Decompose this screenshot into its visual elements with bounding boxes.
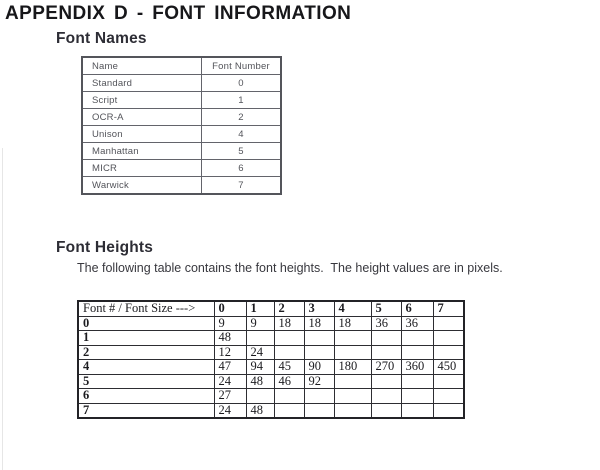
height-value-cell [401,389,433,404]
height-value-cell: 45 [274,360,304,375]
size-header-cell: 5 [371,301,401,316]
height-value-cell [334,331,371,346]
table-row [78,360,464,375]
font-names-table [81,56,282,195]
height-value-cell: 270 [371,360,401,375]
table-row [78,389,464,404]
height-value-cell [401,345,433,360]
font-number-cell: 4 [202,126,282,143]
corner-header-cell: Font # / Font Size ---> [78,301,214,316]
table-row [82,92,281,109]
scan-edge-artifact [2,148,3,470]
table-row [78,403,464,418]
size-header-cell: 1 [246,301,274,316]
table-row [82,126,281,143]
table-header-row [78,301,464,316]
height-value-cell: 9 [246,316,274,331]
height-value-cell: 9 [214,316,246,331]
table-header-row [82,57,281,75]
font-name-cell: OCR-A [82,109,202,126]
height-value-cell [433,403,464,418]
height-value-cell [304,389,334,404]
height-value-cell [371,331,401,346]
height-value-cell [304,331,334,346]
height-value-cell [401,374,433,389]
height-value-cell [334,374,371,389]
table-row [82,109,281,126]
height-value-cell: 180 [334,360,371,375]
font-number-label-cell: 2 [78,345,214,360]
height-value-cell [304,345,334,360]
height-value-cell: 36 [401,316,433,331]
font-number-cell: 0 [202,75,282,92]
height-value-cell [371,389,401,404]
height-value-cell [274,331,304,346]
height-value-cell [433,374,464,389]
font-number-cell: 2 [202,109,282,126]
height-value-cell: 90 [304,360,334,375]
height-value-cell [371,374,401,389]
height-value-cell [334,403,371,418]
table-row [82,75,281,92]
height-value-cell [274,403,304,418]
height-value-cell [371,345,401,360]
size-header-cell: 7 [433,301,464,316]
table-row [82,143,281,160]
height-value-cell: 18 [304,316,334,331]
column-header-name: Name [82,57,202,75]
size-header-cell: 6 [401,301,433,316]
height-value-cell [274,389,304,404]
height-value-cell [304,403,334,418]
font-name-cell: Manhattan [82,143,202,160]
height-value-cell [401,403,433,418]
height-value-cell [246,389,274,404]
height-value-cell: 94 [246,360,274,375]
font-number-cell: 5 [202,143,282,160]
font-number-cell: 6 [202,160,282,177]
table-row [82,177,281,195]
height-value-cell [334,389,371,404]
table-row [78,316,464,331]
page-title: APPENDIX D - FONT INFORMATION [5,3,352,24]
height-value-cell: 48 [214,331,246,346]
height-value-cell: 92 [304,374,334,389]
font-name-cell: Warwick [82,177,202,195]
size-header-cell: 0 [214,301,246,316]
font-heights-heading: Font Heights [56,239,154,256]
table-row [78,374,464,389]
font-number-cell: 1 [202,92,282,109]
table-row [78,331,464,346]
height-value-cell [334,345,371,360]
font-number-label-cell: 1 [78,331,214,346]
size-header-cell: 3 [304,301,334,316]
height-value-cell: 36 [371,316,401,331]
height-value-cell [433,389,464,404]
height-value-cell: 46 [274,374,304,389]
font-names-heading: Font Names [56,30,147,47]
column-header-font-number: Font Number [202,57,282,75]
font-name-cell: Script [82,92,202,109]
font-heights-table [77,300,465,419]
font-number-cell: 7 [202,177,282,195]
height-value-cell: 24 [214,403,246,418]
height-value-cell: 27 [214,389,246,404]
height-value-cell: 12 [214,345,246,360]
size-header-cell: 2 [274,301,304,316]
font-name-cell: MICR [82,160,202,177]
font-number-label-cell: 0 [78,316,214,331]
height-value-cell [433,316,464,331]
font-heights-description: The following table contains the font heights. The height values are in pixels. [77,261,503,275]
height-value-cell: 24 [246,345,274,360]
font-name-cell: Standard [82,75,202,92]
height-value-cell: 47 [214,360,246,375]
height-value-cell [371,403,401,418]
height-value-cell: 48 [246,374,274,389]
table-row [78,345,464,360]
size-header-cell: 4 [334,301,371,316]
height-value-cell [433,345,464,360]
height-value-cell: 360 [401,360,433,375]
font-name-cell: Unison [82,126,202,143]
height-value-cell: 18 [274,316,304,331]
height-value-cell: 450 [433,360,464,375]
font-number-label-cell: 4 [78,360,214,375]
font-number-label-cell: 6 [78,389,214,404]
height-value-cell [274,345,304,360]
height-value-cell [401,331,433,346]
table-row [82,160,281,177]
font-number-label-cell: 5 [78,374,214,389]
font-number-label-cell: 7 [78,403,214,418]
height-value-cell: 48 [246,403,274,418]
height-value-cell: 24 [214,374,246,389]
height-value-cell [246,331,274,346]
height-value-cell [433,331,464,346]
height-value-cell: 18 [334,316,371,331]
